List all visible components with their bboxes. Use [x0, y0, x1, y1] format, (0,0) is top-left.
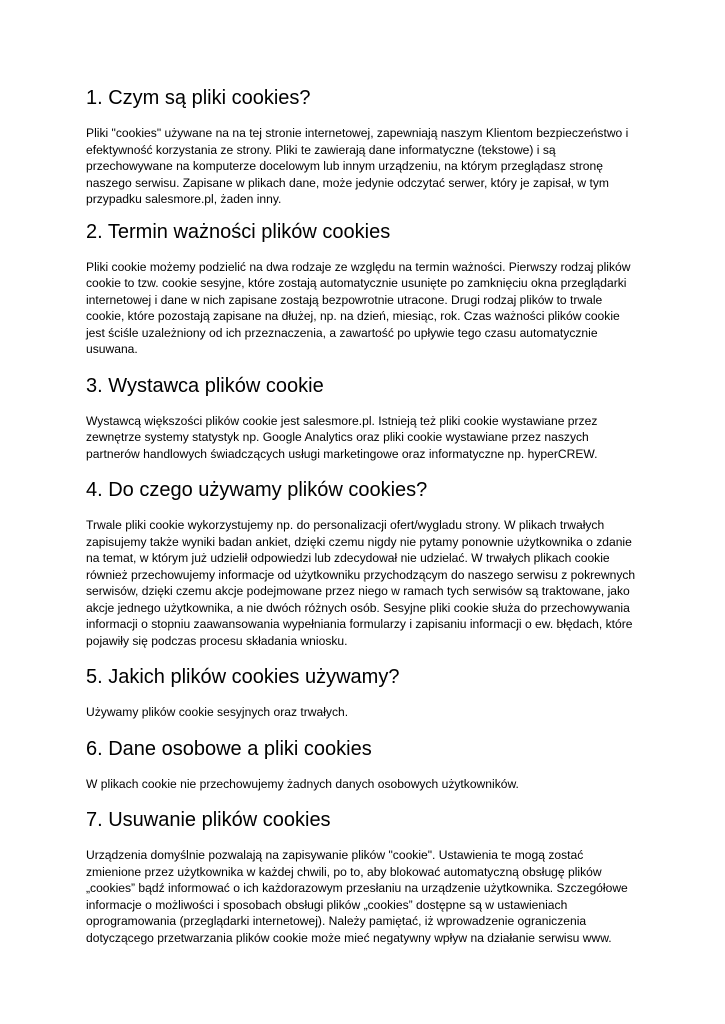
section-cookie-usage	[86, 478, 641, 649]
section-body: Urządzenia domyślnie pozwalają na zapisywanie plików "cookie". Ustawienia te mogą zostać zmienione przez użytkownika w każdej chwili, po to, aby blokować automatyczną obsługę plików „cookies” bądź informować o ich każdorazowym przesłaniu na urządzenie użytkownika. Szczegółowe informacje o możliwości i sposobach obsługi plików „cookies” dostępne są w ustawieniach oprogramowania (przeglądarki internetowej). Należy pamiętać, iż wprowadzenie ograniczenia dotyczącego przetwarzania plików cookie może mieć negatywny wpływ na działanie serwisu www.	[86, 848, 628, 945]
section-deleting-cookies	[86, 808, 641, 946]
section-heading: 4. Do czego używamy plików cookies?	[86, 479, 428, 501]
section-body: Wystawcą większości plików cookie jest salesmore.pl. Istnieją też pliki cookie wystawiane przez zewnętrze systemy statystyk np. Google Analytics oraz pliki cookie wystawiane przez naszych partnerów handlowych świadczących usługi marketingowe oraz informatyczne np. hyperCREW.	[86, 413, 598, 461]
section-body: Pliki cookie możemy podzielić na dwa rodzaje ze względu na termin ważności. Pierwszy rodzaj plików cookie to tzw. cookie sesyjne, które zostają automatycznie usunięte po zamknięciu okna przeglądarki internetowej i dane w nich zapisane zostają bezpowrotnie utracone. Drugi rodzaj plików to trwale cookie, które pozostają zapisane na dłużej, np. na dzień, miesiąc, rok. Czas ważności plików cookie jest ściśle uzależniony od ich przeznaczenia, a zawartość po upływie tego czasu automatycznie usuwana.	[86, 259, 631, 356]
section-what-are-cookies	[86, 86, 641, 208]
section-cookie-issuer	[86, 374, 641, 463]
section-heading: 6. Dane osobowe a pliki cookies	[86, 737, 372, 760]
section-heading: 7. Usuwanie plików cookies	[86, 809, 331, 831]
section-cookie-types	[86, 665, 641, 721]
section-personal-data	[86, 737, 641, 793]
section-cookie-expiry	[86, 220, 641, 358]
section-heading: 5. Jakich plików cookies używamy?	[86, 666, 400, 688]
section-body: W plikach cookie nie przechowujemy żadnych danych osobowych użytkowników.	[86, 776, 519, 791]
section-heading: 3. Wystawca plików cookie	[86, 374, 324, 397]
section-heading: 1. Czym są pliki cookies?	[86, 87, 311, 109]
section-body: Używamy plików cookie sesyjnych oraz trwałych.	[86, 705, 349, 719]
section-body: Trwale pliki cookie wykorzystujemy np. do personalizacji ofert/wygladu strony. W plikach trwałych zapisujemy także wyniki badan ankiet, dzięki czemu nigdy nie pytamy ponownie użytkownika o zdanie na temat, w którym już udzielił odpowiedzi lub zdecydował nie udzielać. W trwałych plikach cookie również przechowujemy informacje od użytkowniku przychodzącym do naszego serwisu z pokrewnych serwisów, dzięki czemu akcje podejmowane przez niego w ramach tych serwisów są traktowane, jako akcje jednego użytkownika, a nie dwóch różnych osób. Sesyjne pliki cookie służa do przechowywania informacji o stopniu zaawansowania wypełniania formularzy i zapisaniu informacji o ew. błędach, które pojawiły się podczas procesu składania wniosku.	[86, 518, 636, 648]
section-body: Pliki "cookies" używane na na tej stronie internetowej, zapewniają naszym Klientom bezpieczeństwo i efektywność korzystania ze strony. Pliki te zawierają dane informatyczne (tekstowe) i są przechowywane na komputerze docelowym lub innym urządzeniu, na którym przeglądasz stronę naszego serwisu. Zapisane w plikach dane, może jedynie odczytać serwer, który je zapisał, w tym przypadku salesmore.pl, żaden inny.	[86, 126, 629, 206]
section-heading: 2. Termin ważności plików cookies	[86, 220, 391, 243]
